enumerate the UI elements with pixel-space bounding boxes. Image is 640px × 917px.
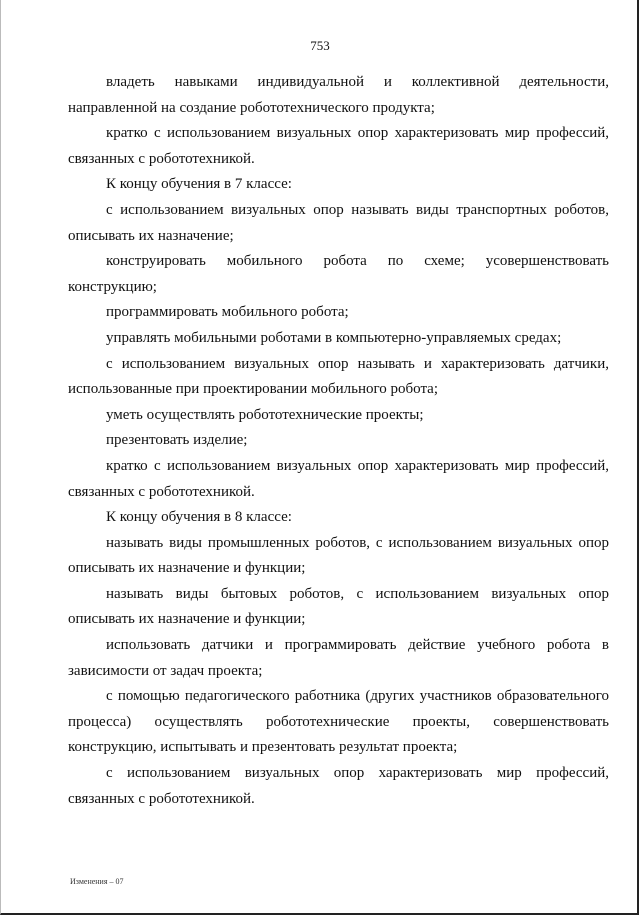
paragraph: владеть навыками индивидуальной и коллективной деятельности, направленной на создание робототехнического продукта; [68, 74, 609, 116]
paragraph: конструировать мобильного робота по схеме; усовершенствовать конструкцию; [68, 253, 609, 295]
paragraph: с использованием визуальных опор характеризовать мир профессий, связанных с робототехникой. [68, 765, 609, 807]
section-heading: К концу обучения в 8 классе: [106, 509, 292, 526]
paragraph: управлять мобильными роботами в компьютерно-управляемых средах; [106, 329, 562, 346]
paragraph: презентовать изделие; [106, 432, 248, 449]
section-heading: К концу обучения в 7 классе: [106, 176, 292, 193]
footer-revision-note: Изменения – 07 [70, 877, 124, 886]
paragraph: кратко с использованием визуальных опор характеризовать мир профессий, связанных с робототехникой. [68, 457, 609, 500]
paragraph: программировать мобильного робота; [106, 304, 349, 321]
paragraph: называть виды бытовых роботов, с использованием визуальных опор описывать их назначение и функции; [68, 585, 609, 628]
paragraph: называть виды промышленных роботов, с использованием визуальных опор описывать их назначение и функции; [68, 534, 609, 577]
document-body [68, 70, 609, 812]
paragraph: с использованием визуальных опор называть виды транспортных роботов, описывать их назначение; [68, 201, 609, 244]
paragraph: с использованием визуальных опор называть и характеризовать датчики, использованные при проектировании мобильного робота; [68, 355, 609, 398]
paragraph: использовать датчики и программировать действие учебного робота в зависимости от задач проекта; [68, 637, 609, 679]
paragraph: уметь осуществлять робототехнические проекты; [106, 406, 424, 423]
paragraph: с помощью педагогического работника (других участников образовательного процесса) осуществлять робототехнические проекты, совершенствовать конструкцию, испытывать и презентовать результат проекта; [68, 688, 609, 756]
paragraph: кратко с использованием визуальных опор характеризовать мир профессий, связанных с робототехникой. [68, 125, 609, 167]
page-number: 753 [310, 38, 330, 53]
